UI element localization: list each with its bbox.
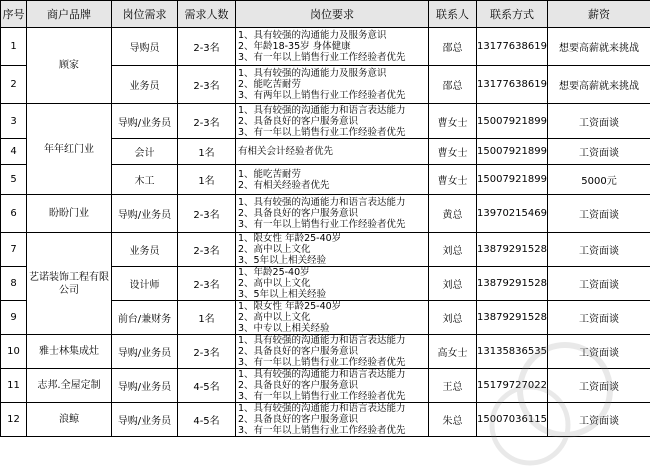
table-row: [1, 28, 650, 66]
position-cell: 业务员: [112, 66, 178, 104]
position-cell: 会计: [112, 139, 178, 165]
table-row: [1, 233, 650, 267]
brand-cell: 盼盼门业: [27, 195, 112, 233]
salary-cell: 工资面谈: [548, 195, 650, 233]
salary-cell: 工资面谈: [548, 335, 650, 369]
contact-cell: 曹女士: [429, 165, 477, 195]
brand-cell: 浪鲸: [27, 403, 112, 437]
count-cell: 1名: [178, 139, 236, 165]
header-requirements: 岗位要求: [236, 1, 429, 28]
requirement-line: 1、具有较强的沟通能力和语言表达能力: [238, 197, 406, 208]
requirement-line: 3、有一年以上销售行业工作经验者优先: [238, 52, 406, 63]
salary-cell: 工资面谈: [548, 104, 650, 139]
contact-cell: 邵总: [429, 28, 477, 66]
requirements-cell: [236, 139, 429, 165]
contact-cell: 刘总: [429, 267, 477, 301]
requirement-line: 3、有两年以上销售行业工作经验者优先: [238, 90, 406, 101]
requirement-line: 1、限女性 年龄25-40岁: [238, 301, 342, 312]
header-salary: 薪资: [548, 1, 650, 28]
requirement-line: 3、有一年以上销售行业工作经验者优先: [238, 219, 406, 230]
header-count: 需求人数: [178, 1, 236, 28]
table-row: [1, 104, 650, 139]
requirement-line: 3、有一年以上销售行业工作经验者优先: [238, 126, 406, 138]
row-number: 3: [1, 104, 27, 139]
phone-cell: 13879291528: [477, 301, 548, 335]
requirements-cell: [236, 66, 429, 104]
salary-cell: 工资面谈: [548, 233, 650, 267]
brand-cell: 雅士林集成灶: [27, 335, 112, 369]
row-number: 6: [1, 195, 27, 233]
requirement-line: 3、中专以上相关经验: [238, 323, 330, 334]
contact-cell: 曹女士: [429, 139, 477, 165]
requirement-line: 2、具备良好的客户服务意识: [238, 380, 359, 391]
brand-cell: 艺诺装饰工程有限公司: [27, 233, 112, 335]
requirements-cell: [236, 165, 429, 195]
table-row: [1, 335, 650, 369]
row-number: 5: [1, 165, 27, 195]
requirement-line: 1、能吃苦耐劳: [238, 168, 302, 180]
contact-cell: 邵总: [429, 66, 477, 104]
requirement-line: 2、具备良好的客户服务意识: [238, 115, 359, 127]
header-brand: 商户品牌: [27, 1, 112, 28]
requirement-line: 1、具有较强的沟通能力及服务意识: [238, 68, 387, 79]
row-number: 12: [1, 403, 27, 437]
brand-cell: 顾家: [27, 28, 112, 104]
salary-cell: 想要高薪就来挑战: [548, 28, 650, 66]
row-number: 9: [1, 301, 27, 335]
phone-cell: 13879291528: [477, 233, 548, 267]
position-cell: 前台/兼财务: [112, 301, 178, 335]
count-cell: 2-3名: [178, 335, 236, 369]
count-cell: 4-5名: [178, 369, 236, 403]
count-cell: 2-3名: [178, 195, 236, 233]
salary-cell: 工资面谈: [548, 267, 650, 301]
contact-cell: 王总: [429, 369, 477, 403]
position-cell: 木工: [112, 165, 178, 195]
requirement-line: 1、具有较强的沟通能力和语言表达能力: [238, 335, 406, 346]
brand-cell: 年年红门业: [27, 104, 112, 195]
requirements-cell: [236, 301, 429, 335]
requirements-cell: [236, 233, 429, 267]
requirement-line: 有相关会计经验者优先: [238, 146, 334, 157]
row-number: 10: [1, 335, 27, 369]
contact-cell: 刘总: [429, 301, 477, 335]
phone-cell: 15007921899: [477, 139, 548, 165]
position-cell: 导购员: [112, 28, 178, 66]
requirement-line: 3、5年以上相关经验: [238, 255, 327, 266]
requirements-cell: [236, 104, 429, 139]
phone-cell: 13177638619: [477, 28, 548, 66]
count-cell: 2-3名: [178, 104, 236, 139]
brand-cell: 志邦.全屋定制: [27, 369, 112, 403]
requirement-line: 3、有一年以上销售行业工作经验者优先: [238, 391, 406, 402]
count-cell: 2-3名: [178, 267, 236, 301]
salary-cell: 5000元: [548, 165, 650, 195]
count-cell: 4-5名: [178, 403, 236, 437]
requirement-line: 2、能吃苦耐劳: [238, 79, 302, 90]
requirements-cell: [236, 28, 429, 66]
requirement-line: 3、有一年以上销售行业工作经验者优先: [238, 425, 406, 436]
phone-cell: 13135836535: [477, 335, 548, 369]
requirement-line: 2、高中以上文化: [238, 244, 311, 255]
requirement-line: 2、具备良好的客户服务意识: [238, 414, 359, 425]
requirement-line: 1、限女性 年龄25-40岁: [238, 233, 342, 244]
requirement-line: 2、高中以上文化: [238, 278, 311, 289]
count-cell: 1名: [178, 165, 236, 195]
requirement-line: 2、具备良好的客户服务意识: [238, 208, 359, 219]
requirement-line: 3、有一年以上销售行业工作经验者优先: [238, 357, 406, 368]
phone-cell: 15007921899: [477, 165, 548, 195]
contact-cell: 高女士: [429, 335, 477, 369]
requirement-line: 1、具有较强的沟通能力和语言表达能力: [238, 403, 406, 414]
table-row: [1, 195, 650, 233]
salary-cell: 想要高薪就来挑战: [548, 66, 650, 104]
requirement-line: 1、具有较强的沟通能力和语言表达能力: [238, 104, 406, 116]
requirement-line: 2、有相关经验者优先: [238, 179, 330, 191]
contact-cell: 黄总: [429, 195, 477, 233]
row-number: 2: [1, 66, 27, 104]
position-cell: 业务员: [112, 233, 178, 267]
table-row: [1, 369, 650, 403]
count-cell: 1名: [178, 301, 236, 335]
requirement-line: 2、高中以上文化: [238, 312, 311, 323]
header-position: 岗位需求: [112, 1, 178, 28]
requirement-line: 2、年龄18-35岁 身体健康: [238, 41, 351, 52]
requirements-cell: [236, 369, 429, 403]
requirements-cell: [236, 403, 429, 437]
salary-cell: 工资面谈: [548, 369, 650, 403]
requirement-line: 1、年龄25-40岁: [238, 267, 310, 278]
phone-cell: 13177638619: [477, 66, 548, 104]
header-no: 序号: [1, 1, 27, 28]
requirement-line: 2、具备良好的客户服务意识: [238, 346, 359, 357]
count-cell: 2-3名: [178, 66, 236, 104]
phone-cell: 13879291528: [477, 267, 548, 301]
row-number: 8: [1, 267, 27, 301]
position-cell: 导购/业务员: [112, 403, 178, 437]
position-cell: 导购/业务员: [112, 104, 178, 139]
count-cell: 2-3名: [178, 233, 236, 267]
header-contact: 联系人: [429, 1, 477, 28]
header-row: [1, 1, 650, 28]
position-cell: 导购/业务员: [112, 195, 178, 233]
salary-cell: 工资面谈: [548, 301, 650, 335]
requirement-line: 3、5年以上相关经验: [238, 289, 327, 300]
requirement-line: 1、具有较强的沟通能力及服务意识: [238, 30, 387, 41]
salary-cell: 工资面谈: [548, 139, 650, 165]
row-number: 1: [1, 28, 27, 66]
row-number: 11: [1, 369, 27, 403]
row-number: 7: [1, 233, 27, 267]
position-cell: 导购/业务员: [112, 335, 178, 369]
requirements-cell: [236, 267, 429, 301]
position-cell: 导购/业务员: [112, 369, 178, 403]
phone-cell: 15179727022: [477, 369, 548, 403]
count-cell: 2-3名: [178, 28, 236, 66]
requirements-cell: [236, 195, 429, 233]
contact-cell: 曹女士: [429, 104, 477, 139]
header-phone: 联系方式: [477, 1, 548, 28]
contact-cell: 朱总: [429, 403, 477, 437]
position-cell: 设计师: [112, 267, 178, 301]
phone-cell: 15007036115: [477, 403, 548, 437]
contact-cell: 刘总: [429, 233, 477, 267]
salary-cell: 工资面谈: [548, 403, 650, 437]
table-row: [1, 403, 650, 437]
row-number: 4: [1, 139, 27, 165]
requirements-cell: [236, 335, 429, 369]
requirement-line: 1、具有较强的沟通能力和语言表达能力: [238, 369, 406, 380]
phone-cell: 13970215469: [477, 195, 548, 233]
phone-cell: 15007921899: [477, 104, 548, 139]
